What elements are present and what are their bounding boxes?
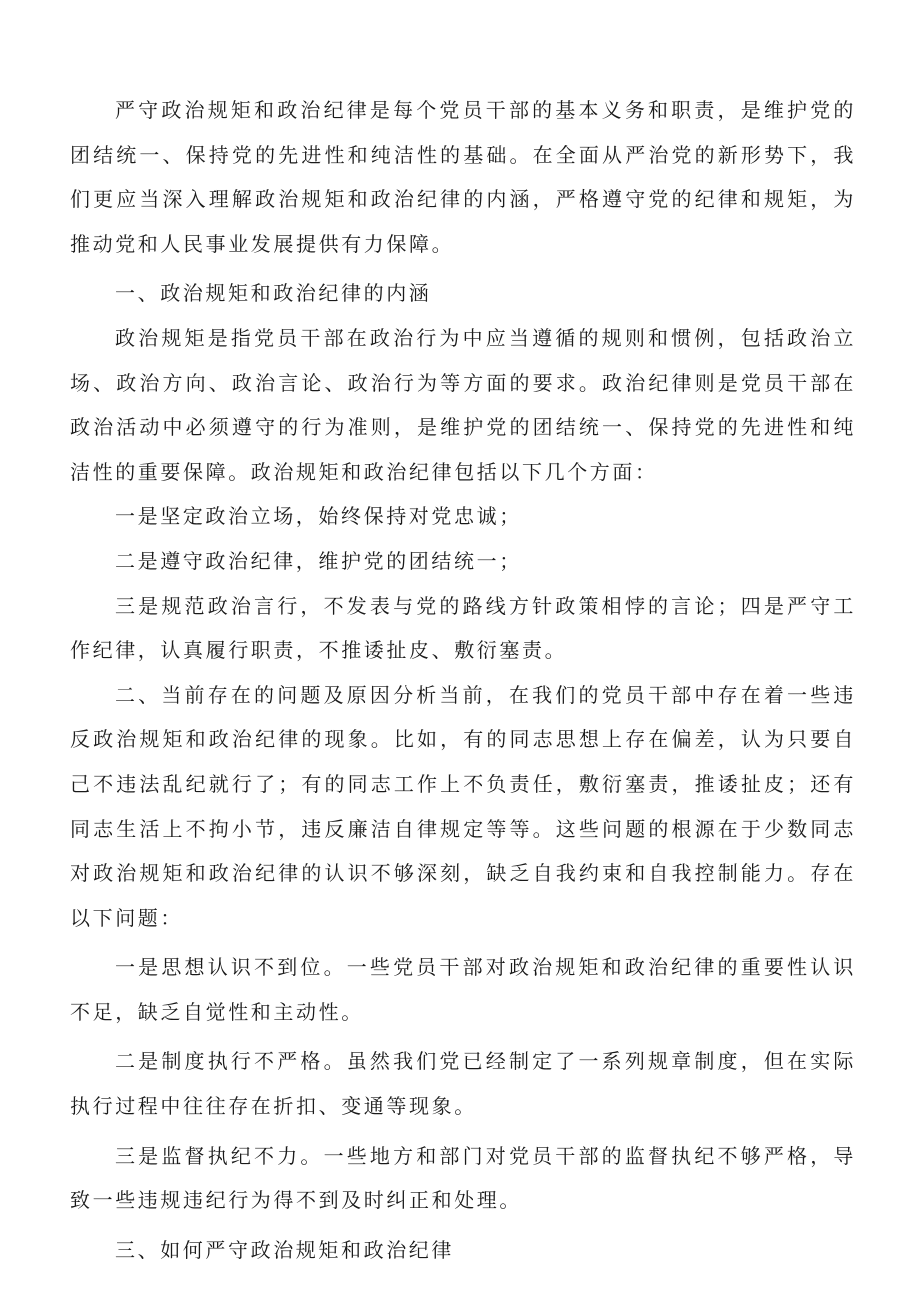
paragraph-section-1: 政治规矩是指党员干部在政治行为中应当遵循的规则和惯例，包括政治立场、政治方向、政治言论、政治行为等方面的要求。政治纪律则是党员干部在政治活动中必须遵守的行为准则，是维护党的团结统一、保持党的先进性和纯洁性的重要保障。政治规矩和政治纪律包括以下几个方面： bbox=[70, 325, 856, 484]
heading-section-3: 三、如何严守政治规矩和政治纪律 bbox=[115, 1237, 454, 1262]
list-item: 二是遵守政治纪律，维护党的团结统一； bbox=[115, 548, 522, 573]
list-item: 一是思想认识不到位。一些党员干部对政治规矩和政治纪律的重要性认识不足，缺乏自觉性和主动性。 bbox=[70, 955, 856, 1024]
list-item: 三是规范政治言行，不发表与党的路线方针政策相悖的言论；四是严守工作纪律，认真履行职责，不推诿扯皮、敷衍塞责。 bbox=[70, 593, 856, 663]
list-item: 三是监督执纪不力。一些地方和部门对党员干部的监督执纪不够严格，导致一些违规违纪行为得不到及时纠正和处理。 bbox=[70, 1143, 856, 1213]
document-body bbox=[70, 88, 856, 1272]
list-item: 二是制度执行不严格。虽然我们党已经制定了一系列规章制度，但在实际执行过程中往往存在折扣、变通等现象。 bbox=[70, 1049, 856, 1119]
paragraph-section-2: 二、当前存在的问题及原因分析当前，在我们的党员干部中存在着一些违反政治规矩和政治纪律的现象。比如，有的同志思想上存在偏差，认为只要自己不违法乱纪就行了；有的同志工作上不负责任，敷衍塞责，推诿扯皮；还有同志生活上不拘小节，违反廉洁自律规定等等。这些问题的根源在于少数同志对政治规矩和政治纪律的认识不够深刻，缺乏自我约束和自我控制能力。存在以下问题： bbox=[70, 682, 856, 930]
paragraph-intro: 严守政治规矩和政治纪律是每个党员干部的基本义务和职责，是维护党的团结统一、保持党的先进性和纯洁性的基础。在全面从严治党的新形势下，我们更应当深入理解政治规矩和政治纪律的内涵，严格遵守党的纪律和规矩，为推动党和人民事业发展提供有力保障。 bbox=[70, 98, 856, 256]
heading-section-1: 一、政治规矩和政治纪律的内涵 bbox=[115, 281, 432, 306]
list-item: 一是坚定政治立场，始终保持对党忠诚； bbox=[115, 504, 522, 529]
